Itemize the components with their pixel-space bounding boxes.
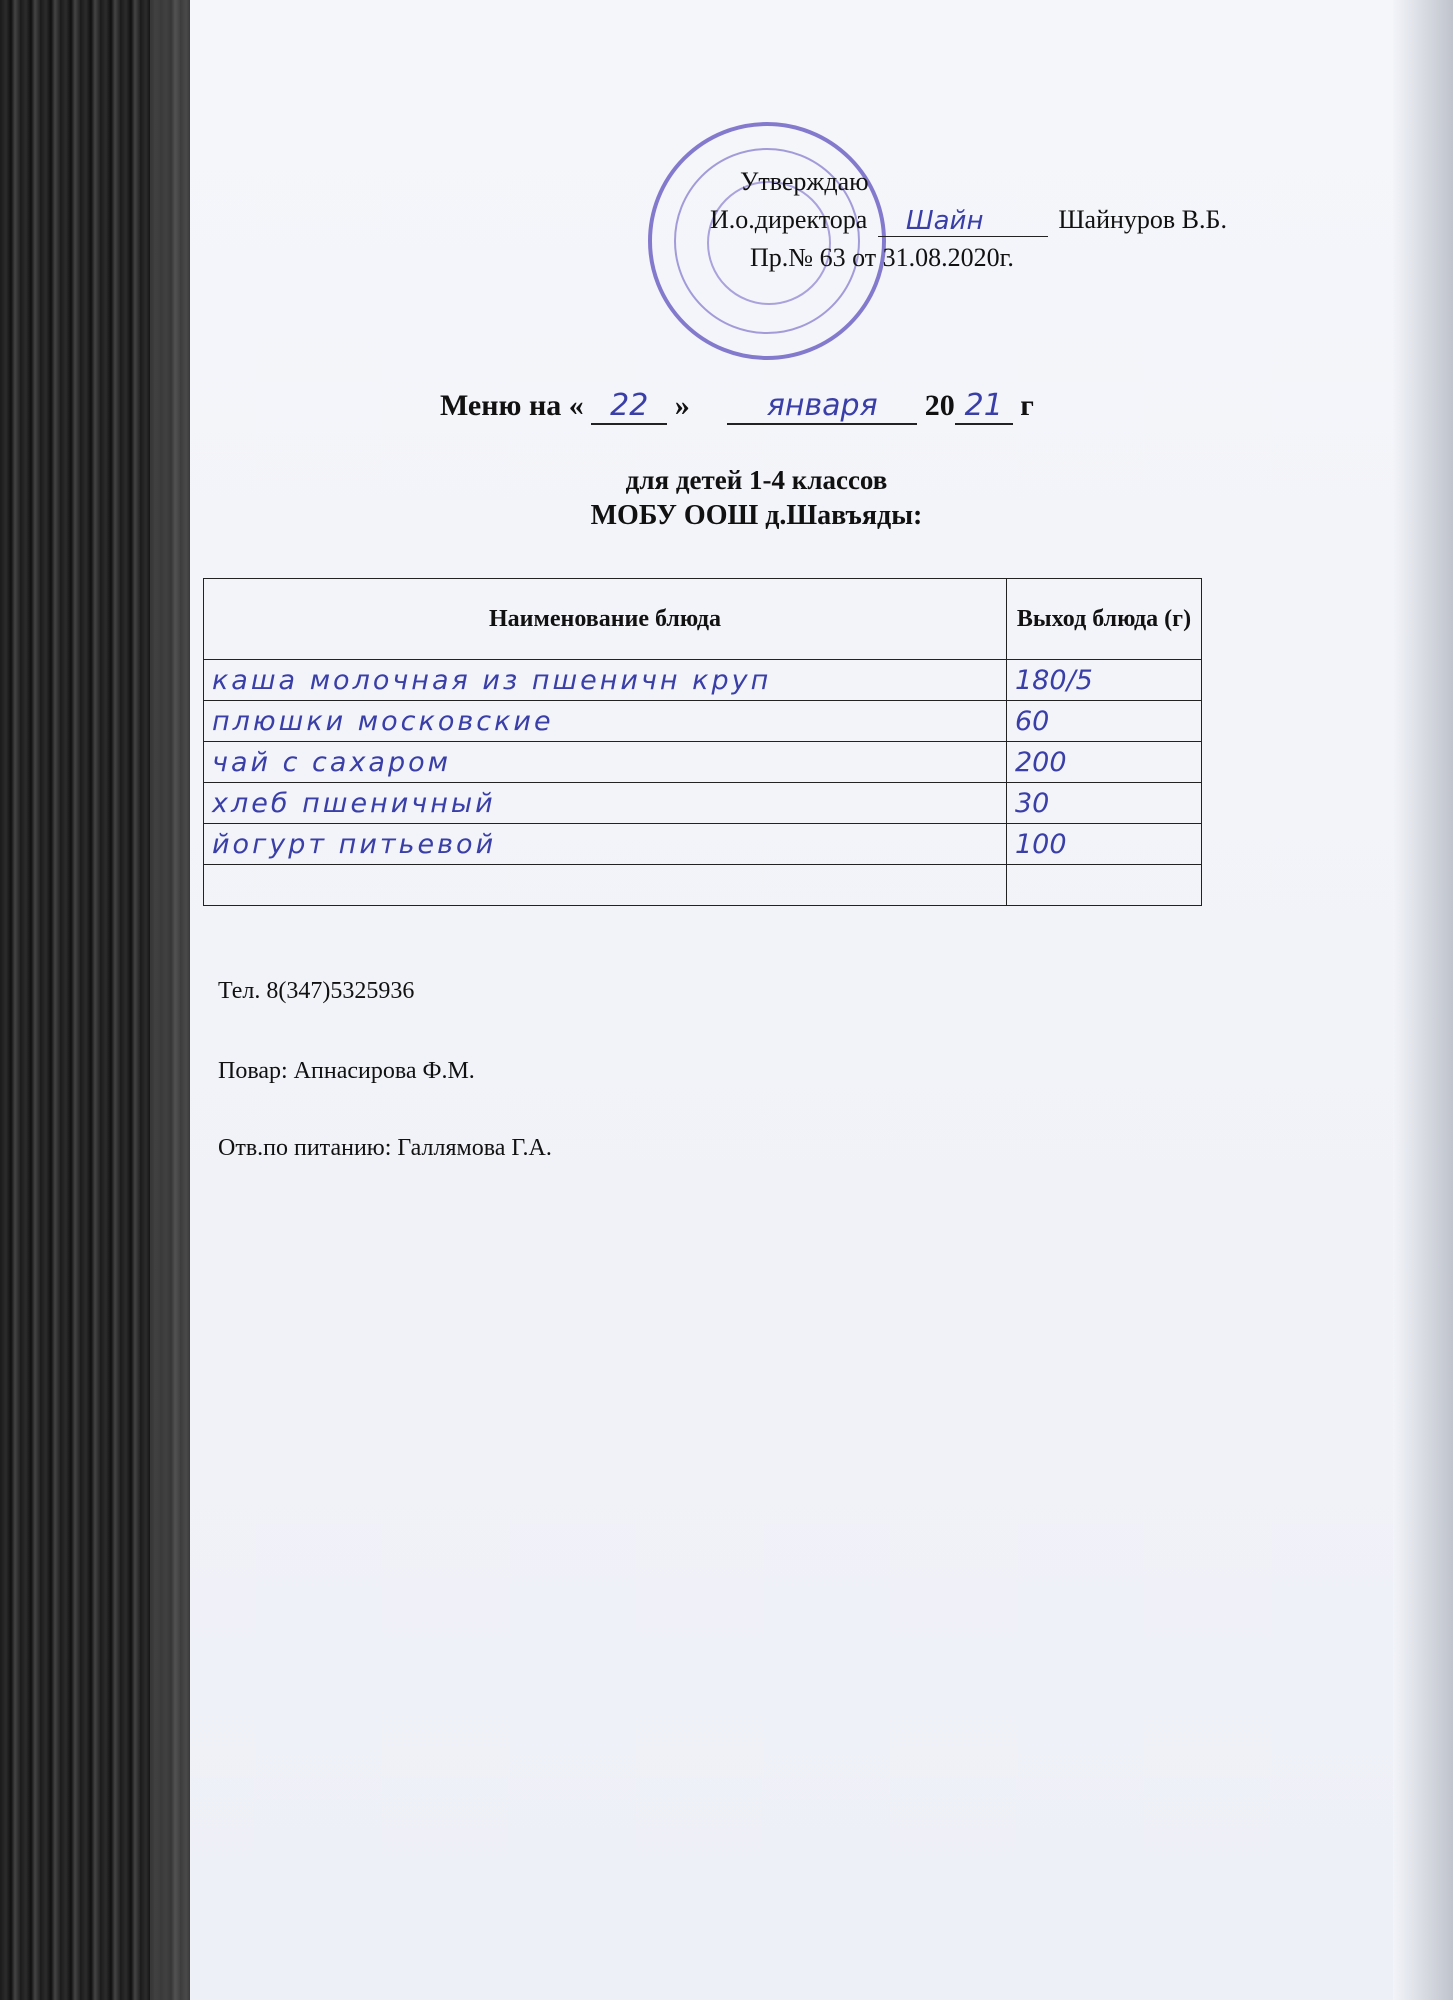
director-position: И.о.директора [710, 205, 868, 234]
signature: Шайн [905, 206, 984, 236]
header-dish: Наименование блюда [204, 579, 1007, 660]
table-row [204, 701, 1202, 742]
school-name: МОБУ ООШ д.Шавъяды: [590, 500, 923, 531]
scan-dark-edge [0, 0, 190, 2000]
director-line [710, 203, 1227, 237]
table-row [204, 742, 1202, 783]
signature-line [878, 206, 1048, 237]
dish-name [204, 865, 1007, 906]
dish-portion [1007, 865, 1202, 906]
dish-name: плюшки московские [204, 701, 1007, 742]
dish-portion: 30 [1007, 783, 1202, 824]
dish-name: каша молочная из пшеничн круп [204, 660, 1007, 701]
approved-label: Утверждаю [740, 167, 869, 196]
responsible-person: Отв.по питанию: Галлямова Г.А. [218, 1135, 552, 1161]
director-name: Шайнуров В.Б. [1058, 205, 1227, 234]
dish-portion: 180/5 [1007, 660, 1202, 701]
audience-line: для детей 1-4 классов [625, 465, 888, 495]
header-portion: Выход блюда (г) [1007, 579, 1202, 660]
dish-portion: 200 [1007, 742, 1202, 783]
table-row [204, 660, 1202, 701]
dish-name: йогурт питьевой [204, 824, 1007, 865]
table-row [204, 783, 1202, 824]
scan-right-edge [1393, 0, 1453, 2000]
menu-month: января [727, 388, 917, 425]
cook: Повар: Апнасирова Ф.М. [218, 1058, 475, 1084]
phone: Тел. 8(347)5325936 [218, 978, 415, 1004]
table-row [204, 865, 1202, 906]
menu-title: Меню на « 22 » января 20 21 г [440, 388, 1034, 423]
dish-name: чай с сахаром [204, 742, 1007, 783]
menu-table [203, 578, 1202, 906]
table-row [204, 824, 1202, 865]
dish-portion: 60 [1007, 701, 1202, 742]
table-header-row [204, 579, 1202, 660]
order-reference: Пр.№ 63 от 31.08.2020г. [750, 243, 1014, 272]
dish-portion: 100 [1007, 824, 1202, 865]
menu-year: 21 [955, 388, 1013, 425]
menu-day: 22 [591, 388, 667, 425]
dish-name: хлеб пшеничный [204, 783, 1007, 824]
